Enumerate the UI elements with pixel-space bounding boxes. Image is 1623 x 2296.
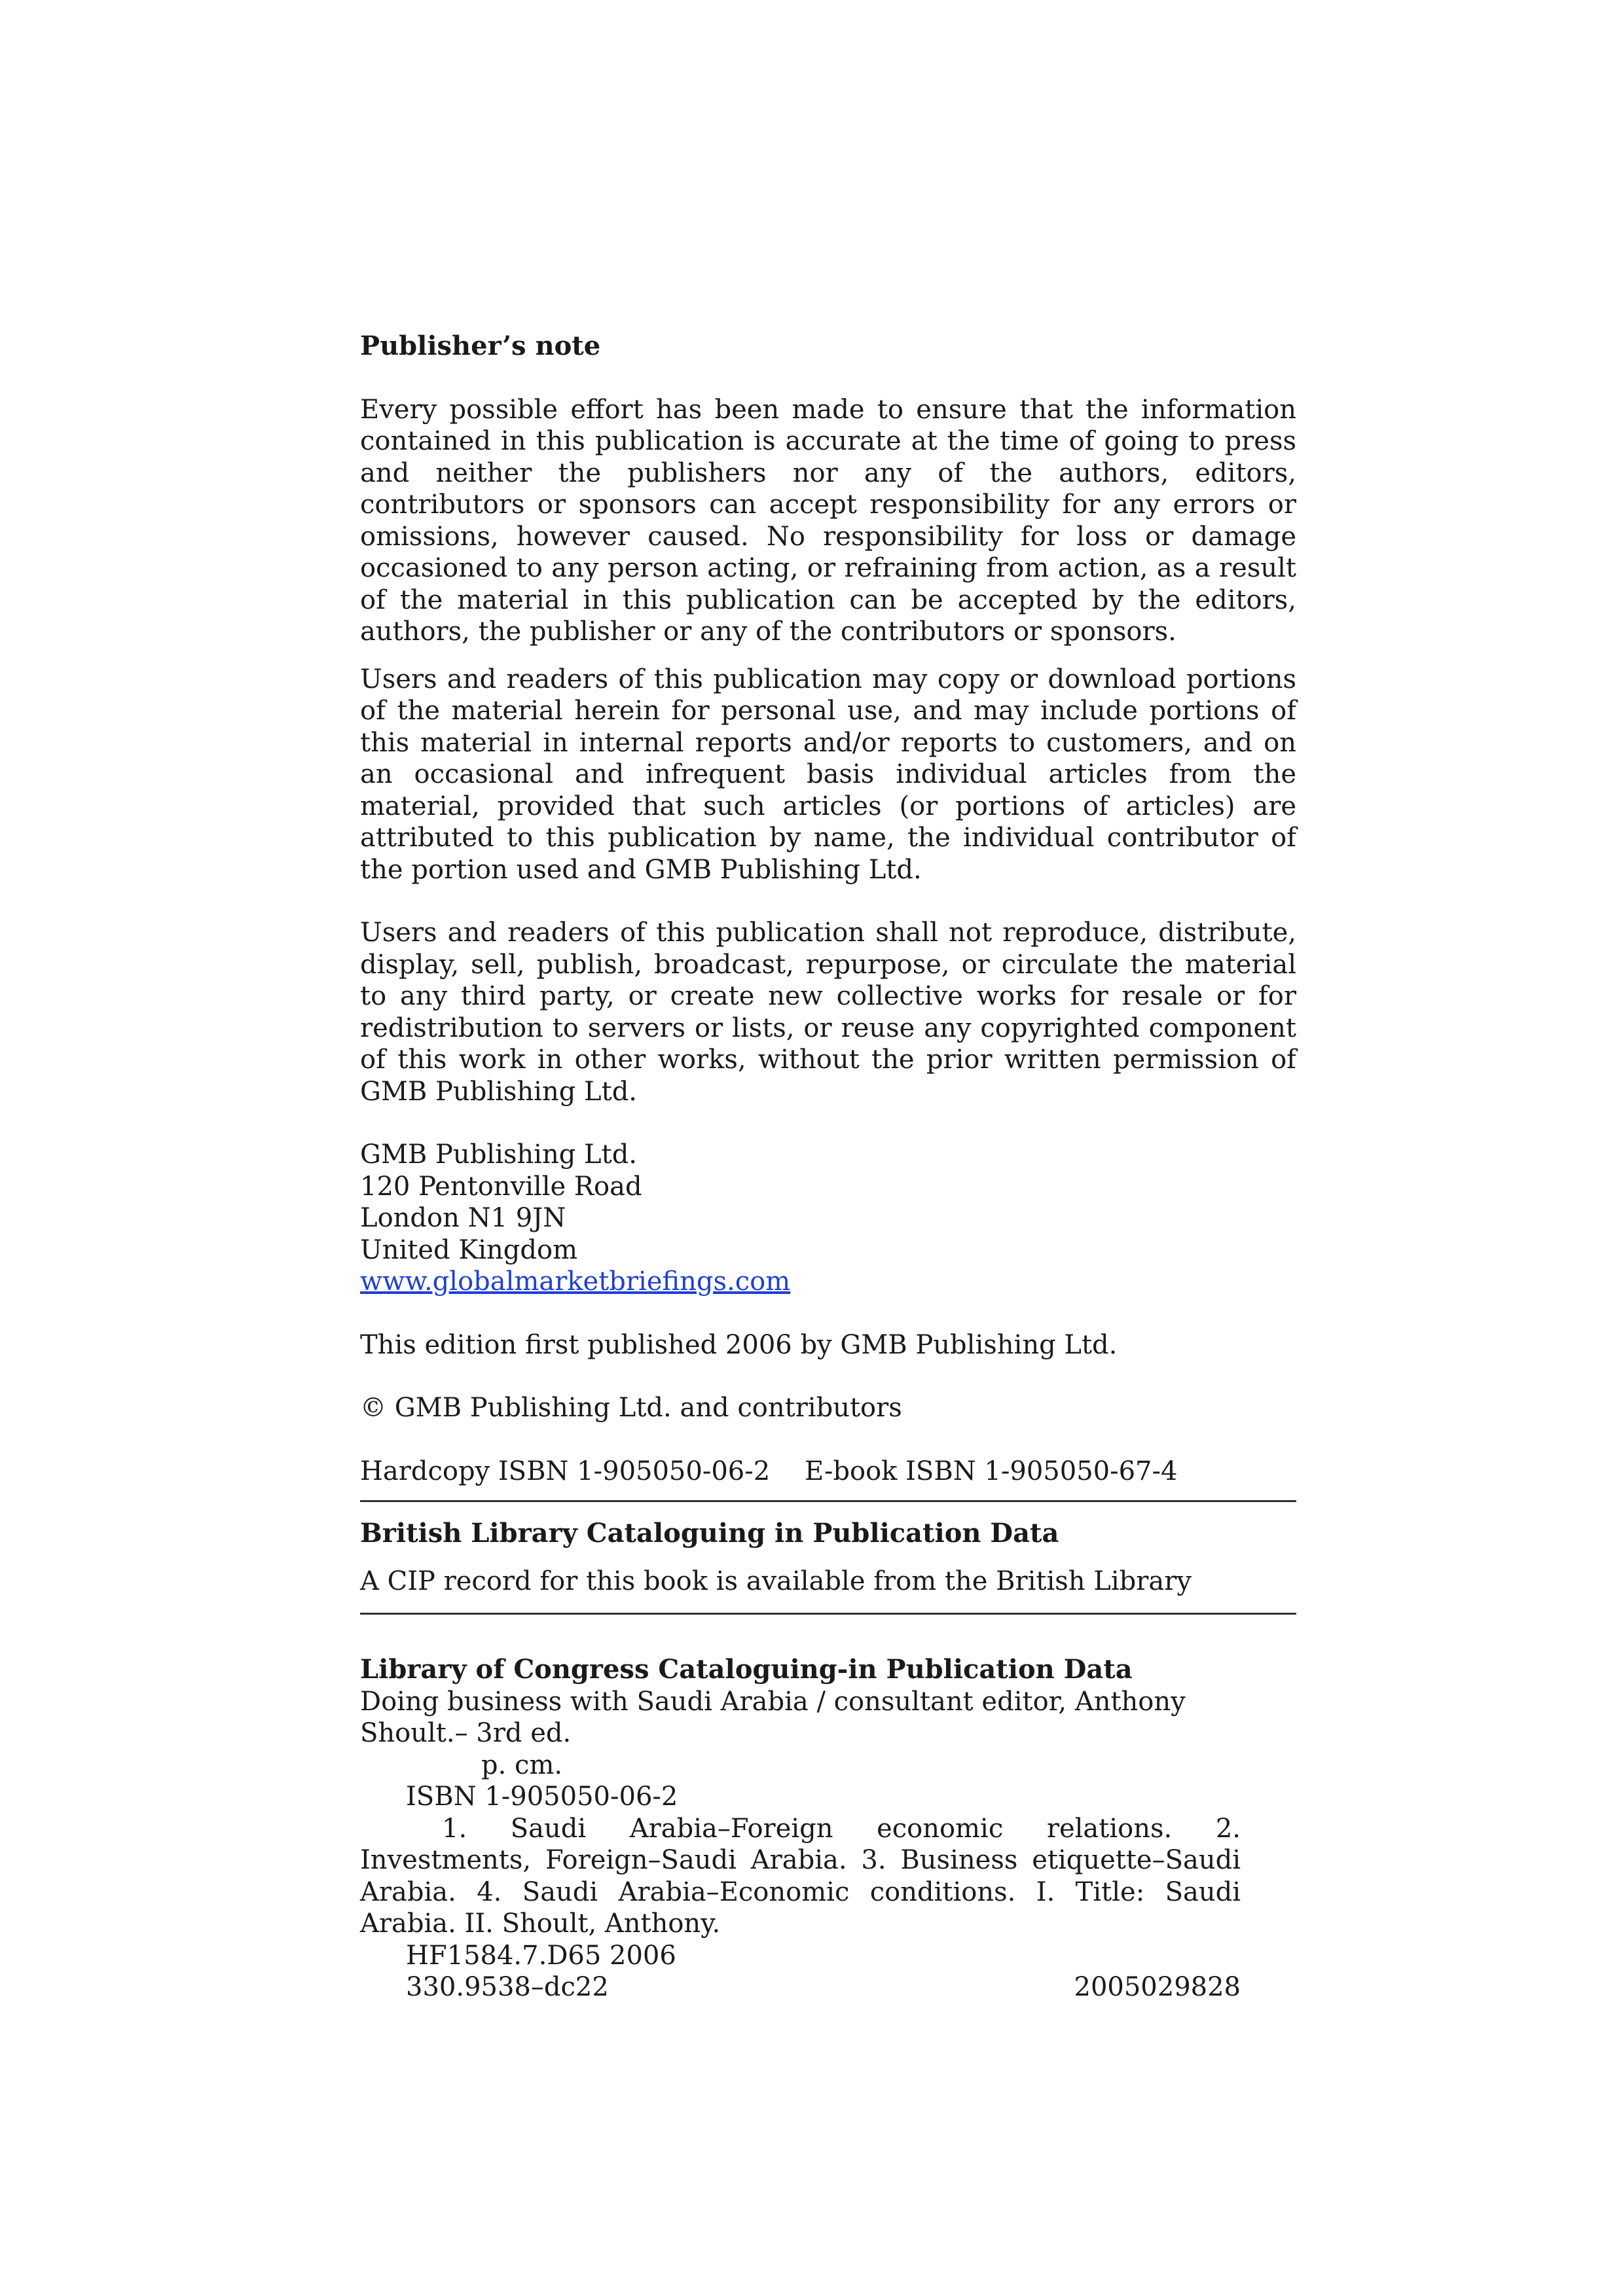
address-street: 120 Pentonville Road xyxy=(360,1171,642,1202)
catalog-subjects: 1. Saudi Arabia–Foreign economic relations. 2. Investments, Foreign–Saudi Arabia. 3. Business etiquette–Saudi Arabia. 4. Saudi Arabia–Economic conditions. I. Title: Saudi Arabia. II. Shoult, Anthony. xyxy=(360,1813,1241,1939)
library-of-congress-block xyxy=(360,1654,1241,2003)
edition-note: This edition first published 2006 by GMB Publishing Ltd. xyxy=(360,1329,1118,1360)
catalog-pcm: p. cm. xyxy=(481,1749,563,1780)
address-country: United Kingdom xyxy=(360,1234,577,1265)
catalog-dewey: 330.9538–dc22 xyxy=(406,1972,609,2002)
british-library-heading: British Library Cataloguing in Publication Data xyxy=(360,1518,1059,1549)
publisher-address xyxy=(360,1139,1296,1298)
website-link[interactable]: www.globalmarketbriefings.com xyxy=(360,1266,791,1297)
library-of-congress-heading: Library of Congress Cataloguing-in Publication Data xyxy=(360,1654,1133,1685)
divider-bottom xyxy=(360,1613,1296,1615)
ebook-isbn: E-book ISBN 1-905050-67-4 xyxy=(804,1456,1178,1486)
copyright-notice: © GMB Publishing Ltd. and contributors xyxy=(360,1393,902,1423)
publishers-note-paragraph-3: Users and readers of this publication shall not reproduce, distribute, display, sell, publish, broadcast, repurpose, or circulate the material to any third party, or create new collective works for resale or for redistribution to servers or lists, or reuse any copyrighted component of this work in other works, without the prior written permission of GMB Publishing Ltd. xyxy=(360,918,1296,1107)
catalog-control-number: 2005029828 xyxy=(1074,1972,1241,2002)
catalog-title-line: Doing business with Saudi Arabia / consultant editor, Anthony Shoult.– 3rd ed. xyxy=(360,1686,1186,1748)
publishers-note-paragraph-1: Every possible effort has been made to ensure that the information contained in this publication is accurate at the time of going to press and neither the publishers nor any of the authors, editors, contributors or sponsors can accept responsibility for any errors or omissions, however caused. No responsibility for loss or damage occasioned to any person acting, or refraining from action, as a result of the material in this publication can be accepted by the editors, authors, the publisher or any of the contributors or sponsors. xyxy=(360,394,1296,647)
copyright-page xyxy=(360,331,1296,2003)
publishers-note-heading: Publisher’s note xyxy=(360,331,601,361)
catalog-classification: HF1584.7.D65 2006 xyxy=(406,1940,676,1971)
isbn-line xyxy=(360,1456,1296,1488)
divider-top xyxy=(360,1500,1296,1502)
british-library-text: A CIP record for this book is available from the British Library xyxy=(360,1566,1192,1596)
hardcopy-isbn: Hardcopy ISBN 1-905050-06-2 xyxy=(360,1456,771,1486)
address-company: GMB Publishing Ltd. xyxy=(360,1139,638,1170)
publishers-note-paragraph-2: Users and readers of this publication may copy or download portions of the material herein for personal use, and may include portions of this material in internal reports and/or reports to customers, and on an occasional and infrequent basis individual articles from the material, provided that such articles (or portions of articles) are attributed to this publication by name, the individual contributor of the portion used and GMB Publishing Ltd. xyxy=(360,664,1296,885)
catalog-dewey-row xyxy=(360,1971,1241,2003)
address-city: London N1 9JN xyxy=(360,1203,566,1233)
catalog-isbn: ISBN 1-905050-06-2 xyxy=(406,1782,678,1812)
